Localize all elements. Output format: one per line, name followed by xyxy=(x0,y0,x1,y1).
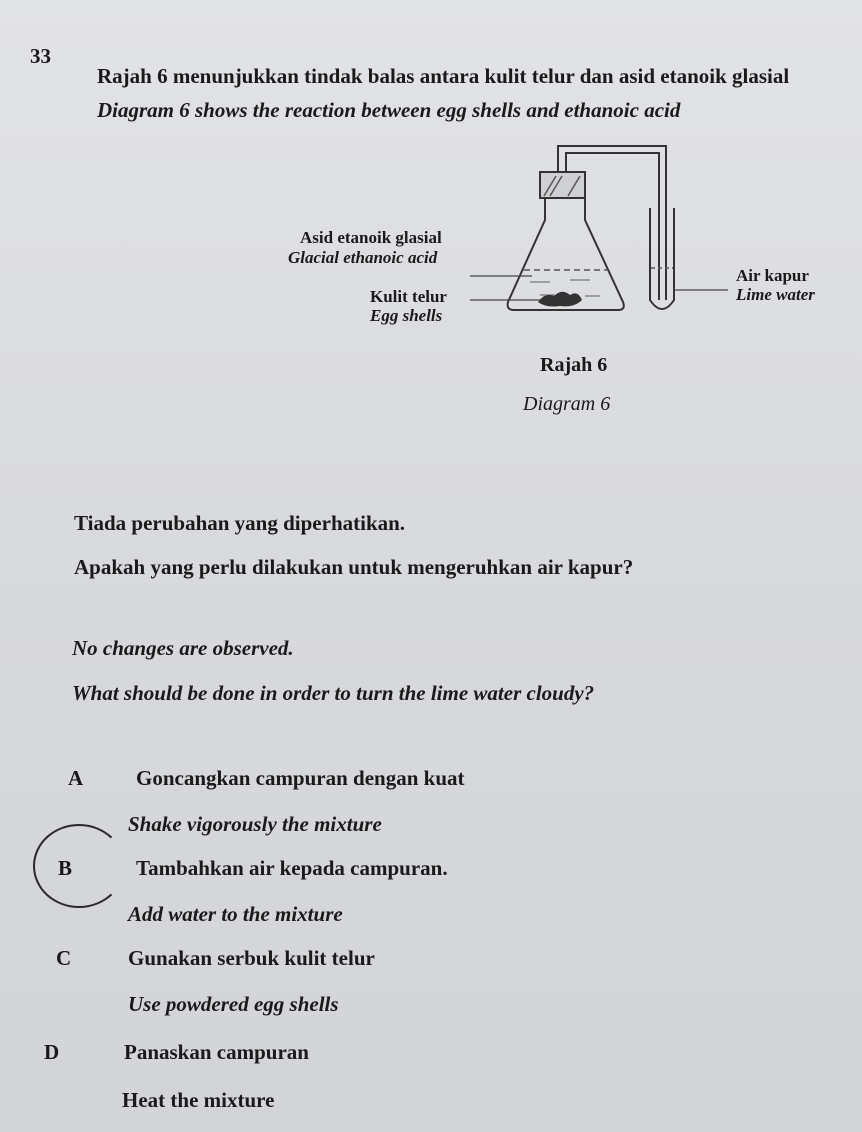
option-a-letter[interactable]: A xyxy=(68,766,84,790)
option-d-ms[interactable]: Panaskan campuran xyxy=(124,1040,309,1064)
label-acid-ms: Asid etanoik glasial xyxy=(300,228,442,247)
question-stem-en: Diagram 6 shows the reaction between egg shells and ethanoic acid xyxy=(97,98,681,122)
option-c-ms[interactable]: Gunakan serbuk kulit telur xyxy=(128,946,375,970)
question-number: 33 xyxy=(30,44,51,68)
rubber-stopper xyxy=(540,172,585,198)
label-lime-ms: Air kapur xyxy=(736,266,809,285)
observation-ms: Tiada perubahan yang diperhatikan. xyxy=(74,511,406,535)
option-b-letter[interactable]: B xyxy=(58,856,73,880)
option-b-ms[interactable]: Tambahkan air kepada campuran. xyxy=(136,856,448,880)
caption-ms: Rajah 6 xyxy=(540,354,608,376)
apparatus-diagram xyxy=(470,140,730,325)
option-a-ms[interactable]: Goncangkan campuran dengan kuat xyxy=(136,766,465,790)
answer-circle-mark xyxy=(33,824,125,908)
option-a-en[interactable]: Shake vigorously the mixture xyxy=(128,812,382,836)
option-d-letter[interactable]: D xyxy=(44,1040,60,1064)
question-prompt-en: What should be done in order to turn the lime water cloudy? xyxy=(72,681,595,705)
label-lime-en: Lime water xyxy=(736,285,815,304)
test-tube xyxy=(650,208,674,309)
option-d-en[interactable]: Heat the mixture xyxy=(122,1088,275,1112)
label-acid-en: Glacial ethanoic acid xyxy=(288,248,438,267)
question-prompt-ms: Apakah yang perlu dilakukan untuk mengeruhkan air kapur? xyxy=(74,555,634,579)
label-shell-en: Egg shells xyxy=(370,306,443,325)
caption-en: Diagram 6 xyxy=(523,393,611,415)
option-c-en[interactable]: Use powdered egg shells xyxy=(128,992,339,1016)
egg-shells xyxy=(538,292,582,307)
question-stem-ms: Rajah 6 menunjukkan tindak balas antara kulit telur dan asid etanoik glasial xyxy=(97,64,790,88)
label-shell-ms: Kulit telur xyxy=(370,287,447,306)
option-c-letter[interactable]: C xyxy=(56,946,72,970)
option-b-en[interactable]: Add water to the mixture xyxy=(128,902,343,926)
observation-en: No changes are observed. xyxy=(72,636,294,660)
